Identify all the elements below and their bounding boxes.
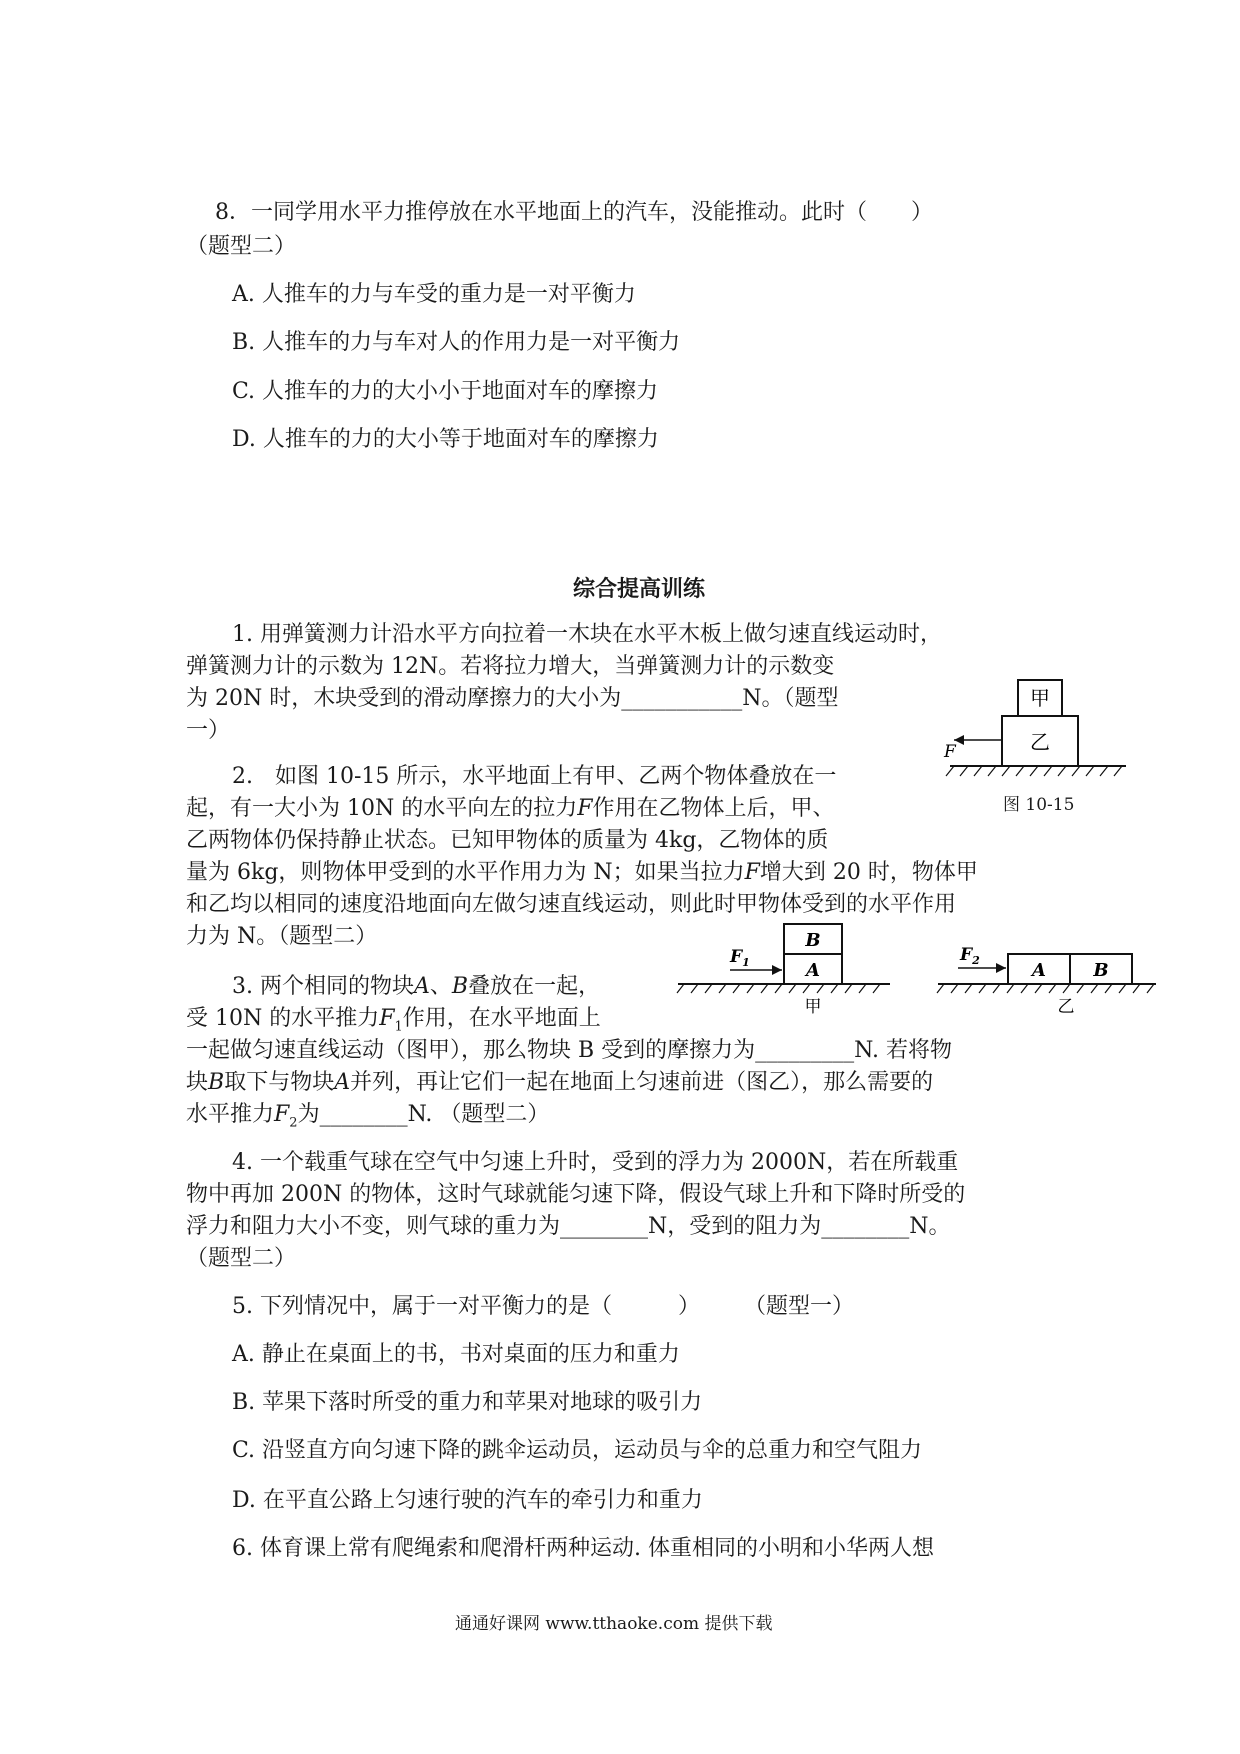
p2-line-2: 起，有一大小为 10N 的水平向左的拉力F作用在乙物体上后，甲、 [186,796,835,821]
figure-10-15-caption: 图 10-15 [1003,795,1075,815]
p1-line-3: 为 20N 时，木块受到的滑动摩擦力的大小为___________N。（题型 [186,686,839,711]
p4-line-2: 物中再加 200N 的物体，这时气球就能匀速下降，假设气球上升和下降时所受的 [186,1182,966,1207]
page-footer: 通通好课网 www.tthaoke.com 提供下载 [455,1614,773,1634]
p4-line-4: （题型二） [186,1246,297,1271]
q5-option-d: D. 在平直公路上匀速行驶的汽车的牵引力和重力 [232,1488,703,1513]
force-label: $F_2$ [960,946,980,967]
q5-option-a: A. 静止在桌面上的书，书对桌面的压力和重力 [232,1342,680,1367]
ground-hatch [677,984,880,993]
p4-line-1: 4. 一个载重气球在空气中匀速上升时，受到的浮力为 2000N，若在所载重 [232,1150,959,1175]
q8-type: （题型二） [186,234,297,259]
p3-line-4: 块B取下与物块A并列，再让它们一起在地面上匀速前进（图乙），那么需要的 [186,1070,934,1095]
ground-hatch [937,984,1154,993]
figure-ab-yi [936,946,1162,1018]
p2-line-5: 和乙均以相同的速度沿地面向左做匀速直线运动，则此时甲物体受到的水平作用 [186,892,957,917]
p1-line-2: 弹簧测力计的示数为 12N。若将拉力增大，当弹簧测力计的示数变 [186,654,835,679]
p2-line-1: 2. 如图 10-15 所示，水平地面上有甲、乙两个物体叠放在一 [232,764,837,789]
block-a-label: A [806,960,820,981]
figure-caption: 乙 [1057,997,1075,1017]
force-label: F [944,742,956,762]
q6-stem: 6. 体育课上常有爬绳索和爬滑杆两种运动. 体重相同的小明和小华两人想 [232,1536,934,1561]
figure-10-15 [930,672,1140,798]
q8-stem: 8．一同学用水平力推停放在水平地面上的汽车，没能推动。此时（ ） [215,200,933,225]
figure-ab-jia [676,922,896,1018]
q8-option-c: C. 人推车的力的大小小于地面对车的摩擦力 [232,379,659,404]
q5-stem: 5. 下列情况中，属于一对平衡力的是（ ） （题型一） [232,1294,854,1319]
block-b-label: B [1093,960,1109,981]
block-jia-label: 甲 [1030,686,1050,710]
p3-line-5: 水平推力$F_2$为________N. （题型二） [186,1102,550,1131]
ground-hatch [946,766,1122,776]
p2-line-6: 力为 N。（题型二） [186,924,378,949]
q5-option-c: C. 沿竖直方向匀速下降的跳伞运动员，运动员与伞的总重力和空气阻力 [232,1438,923,1463]
p4-line-3: 浮力和阻力大小不变，则气球的重力为________N，受到的阻力为________N。 [186,1214,951,1239]
block-yi-label: 乙 [1030,730,1050,754]
p3-line-1: 3. 两个相同的物块A、B叠放在一起， [232,974,601,999]
q8-option-a: A. 人推车的力与车受的重力是一对平衡力 [232,282,636,307]
p1-line-1: 1. 用弹簧测力计沿水平方向拉着一木块在水平木板上做匀速直线运动时， [232,622,942,647]
p1-line-4: 一） [186,718,231,743]
block-b-label: B [805,930,821,951]
force-label: $F_1$ [730,947,750,969]
figure-caption: 甲 [804,997,822,1017]
q5-option-b: B. 苹果下落时所受的重力和苹果对地球的吸引力 [232,1390,703,1415]
p2-line-4: 量为 6kg，则物体甲受到的水平作用力为 N；如果当拉力F增大到 20 时，物体甲 [186,860,978,885]
q8-option-b: B. 人推车的力与车对人的作用力是一对平衡力 [232,330,681,355]
force-arrow-head [996,963,1006,973]
p2-line-3: 乙两物体仍保持静止状态。已知甲物体的质量为 4kg，乙物体的质 [186,828,829,853]
p3-line-3: 一起做匀速直线运动（图甲），那么物块 B 受到的摩擦力为_________N. 若将物 [186,1038,952,1063]
block-a-label: A [1032,960,1046,981]
p3-line-2: 受 10N 的水平推力$F_1$作用，在水平地面上 [186,1006,601,1035]
section-title: 综合提高训练 [573,576,706,602]
force-arrow-head [772,965,782,975]
q8-option-d: D. 人推车的力的大小等于地面对车的摩擦力 [232,427,659,452]
